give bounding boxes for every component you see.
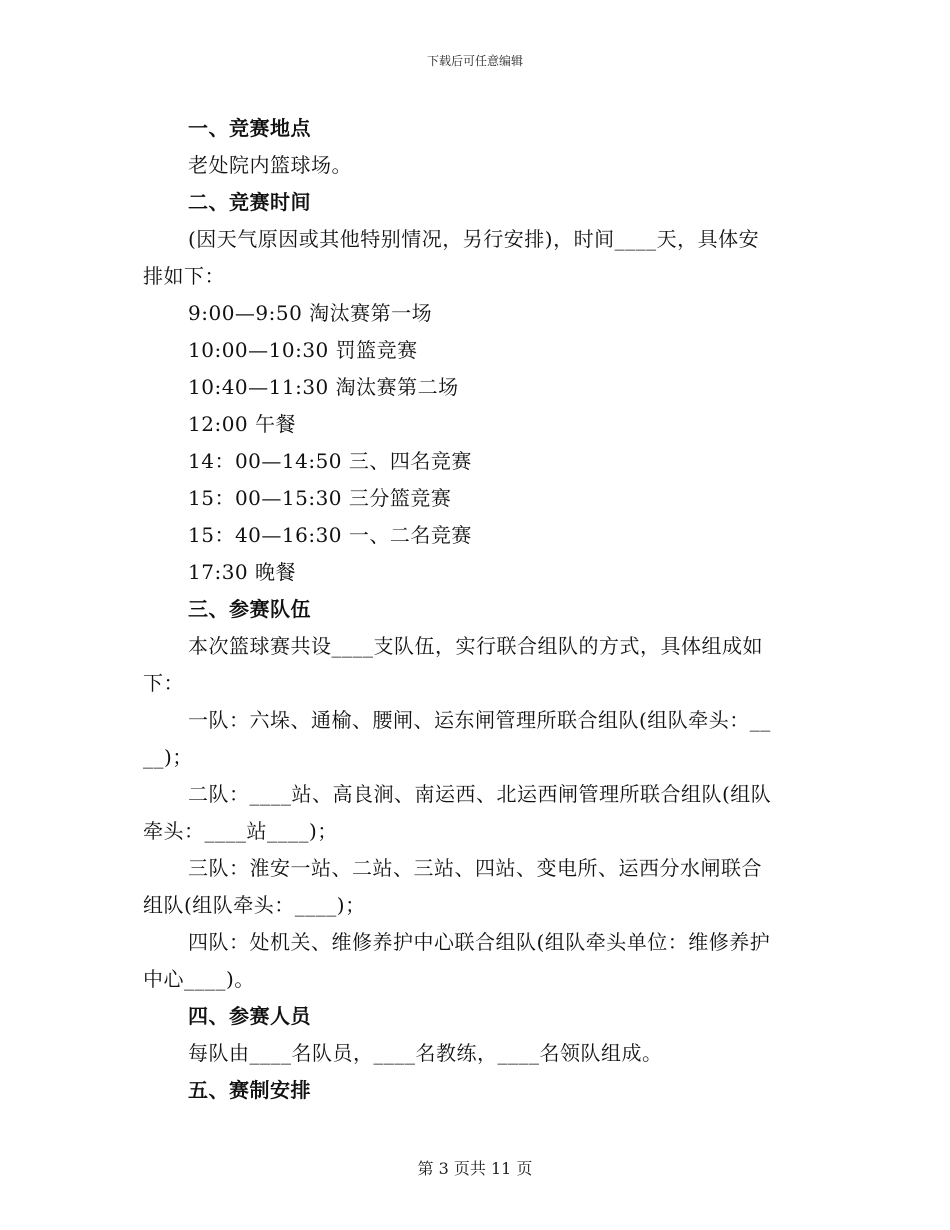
body-text-line: 15：00—15:30 三分篮竞赛 — [188, 486, 452, 510]
section-heading: 四、参赛人员 — [188, 1004, 311, 1028]
body-text-line: 每队由____名队员，____名教练，____名领队组成。 — [188, 1041, 663, 1065]
body-text-line: 10:40—11:30 淘汰赛第二场 — [188, 375, 459, 399]
section-heading: 三、参赛队伍 — [188, 597, 311, 621]
body-text-line: 9:00—9:50 淘汰赛第一场 — [188, 301, 433, 325]
body-text-line: 二队：____站、高良涧、南运西、北运西闸管理所联合组队(组队 — [188, 782, 772, 806]
body-text-line: 三队：淮安一站、二站、三站、四站、变电所、运西分水闸联合 — [188, 856, 762, 880]
body-text-line: 排如下： — [143, 264, 225, 288]
body-text-line: 10:00—10:30 罚篮竞赛 — [188, 338, 418, 362]
body-text-line: 14：00—14:50 三、四名竞赛 — [188, 449, 472, 473]
page-footer: 第 3 页共 11 页 — [417, 1159, 533, 1178]
section-heading: 五、赛制安排 — [188, 1078, 311, 1102]
page-header: 下载后可任意编辑 — [426, 54, 523, 68]
document-body — [143, 110, 807, 1109]
body-text-line: __)； — [143, 745, 193, 769]
section-heading: 二、竞赛时间 — [188, 190, 311, 214]
body-text-line: 17:30 晚餐 — [188, 560, 296, 584]
body-text-line: 下： — [143, 671, 184, 695]
body-text-line: 12:00 午餐 — [188, 412, 296, 436]
body-text-line: (因天气原因或其他特别情况，另行安排)，时间____天，具体安 — [188, 227, 760, 251]
body-text-line: 15：40—16:30 一、二名竞赛 — [188, 523, 472, 547]
body-text-line: 中心____)。 — [143, 967, 255, 991]
body-text-line: 四队：处机关、维修养护中心联合组队(组队牵头单位：维修养护 — [188, 930, 771, 954]
body-text-line: 一队：六垛、通榆、腰闸、运东闸管理所联合组队(组队牵头：__ — [188, 708, 771, 732]
body-text-line: 组队(组队牵头：____)； — [143, 893, 366, 917]
body-text-line: 老处院内篮球场。 — [188, 153, 352, 177]
body-text-line: 牵头：____站____)； — [143, 819, 338, 843]
body-text-line: 本次篮球赛共设____支队伍，实行联合组队的方式，具体组成如 — [188, 634, 763, 658]
section-heading: 一、竞赛地点 — [188, 116, 311, 140]
